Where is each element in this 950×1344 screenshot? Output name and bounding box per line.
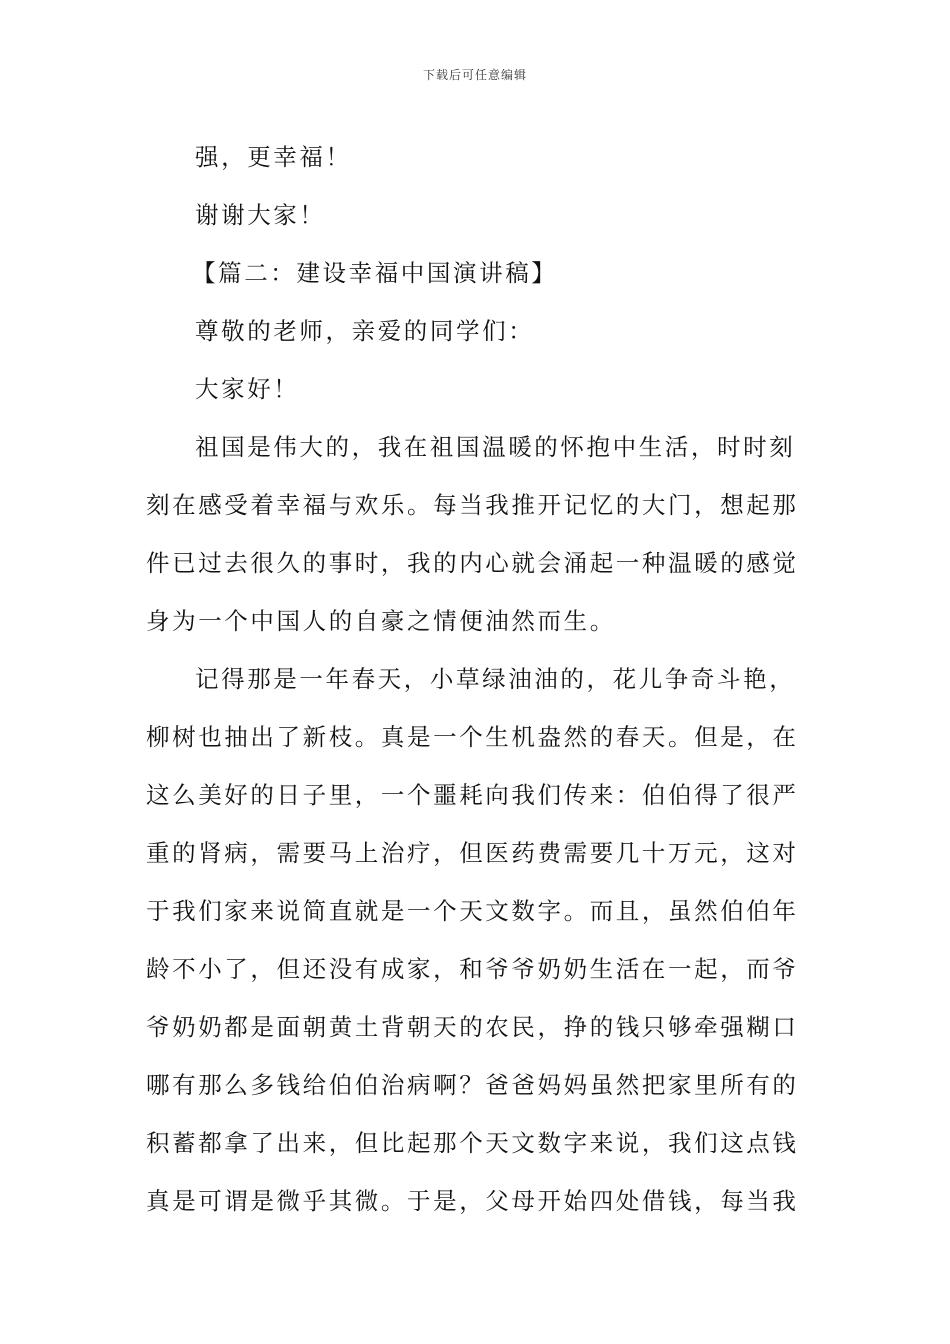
- paragraph-line: 哪有那么多钱给伯伯治病啊？爸爸妈妈虽然把家里所有的: [146, 1071, 799, 1099]
- document-body: [146, 128, 808, 1230]
- paragraph-line: 重的肾病，需要马上治疗，但医药费需要几十万元，这对: [146, 839, 799, 867]
- paragraph-line: 记得那是一年春天，小草绿油油的，花儿争奇斗艳，: [195, 665, 796, 693]
- paragraph-line: 这么美好的日子里，一个噩耗向我们传来：伯伯得了很严: [146, 781, 799, 809]
- paragraph-line: 爷奶奶都是面朝黄土背朝天的农民，挣的钱只够牵强糊口: [146, 1013, 799, 1041]
- greeting-line: 大家好！: [195, 375, 300, 403]
- paragraph-line: 祖国是伟大的，我在祖国温暖的怀抱中生活，时时刻: [195, 433, 796, 461]
- salutation-line: 尊敬的老师，亲爱的同学们：: [195, 317, 535, 345]
- paragraph-line: 柳树也抽出了新枝。真是一个生机盎然的春天。但是，在: [146, 723, 799, 751]
- paragraph-line: 件已过去很久的事时，我的内心就会涌起一种温暖的感觉: [146, 549, 799, 577]
- paragraph-line: 真是可谓是微乎其微。于是，父母开始四处借钱，每当我: [146, 1187, 799, 1215]
- paragraph-line: 刻在感受着幸福与欢乐。每当我推开记忆的大门，想起那: [146, 491, 799, 519]
- paragraph-line: 于我们家来说简直就是一个天文数字。而且，虽然伯伯年: [146, 897, 799, 925]
- paragraph-line: 龄不小了，但还没有成家，和爷爷奶奶生活在一起，而爷: [146, 955, 799, 983]
- text-line: 强，更幸福！: [195, 143, 352, 171]
- section-title: 【篇二：建设幸福中国演讲稿】: [192, 259, 558, 287]
- page-header: 下载后可任意编辑: [422, 68, 527, 82]
- paragraph-line: 身为一个中国人的自豪之情便油然而生。: [146, 607, 616, 635]
- text-line: 谢谢大家！: [195, 201, 326, 229]
- paragraph-line: 积蓄都拿了出来，但比起那个天文数字来说，我们这点钱: [146, 1129, 799, 1157]
